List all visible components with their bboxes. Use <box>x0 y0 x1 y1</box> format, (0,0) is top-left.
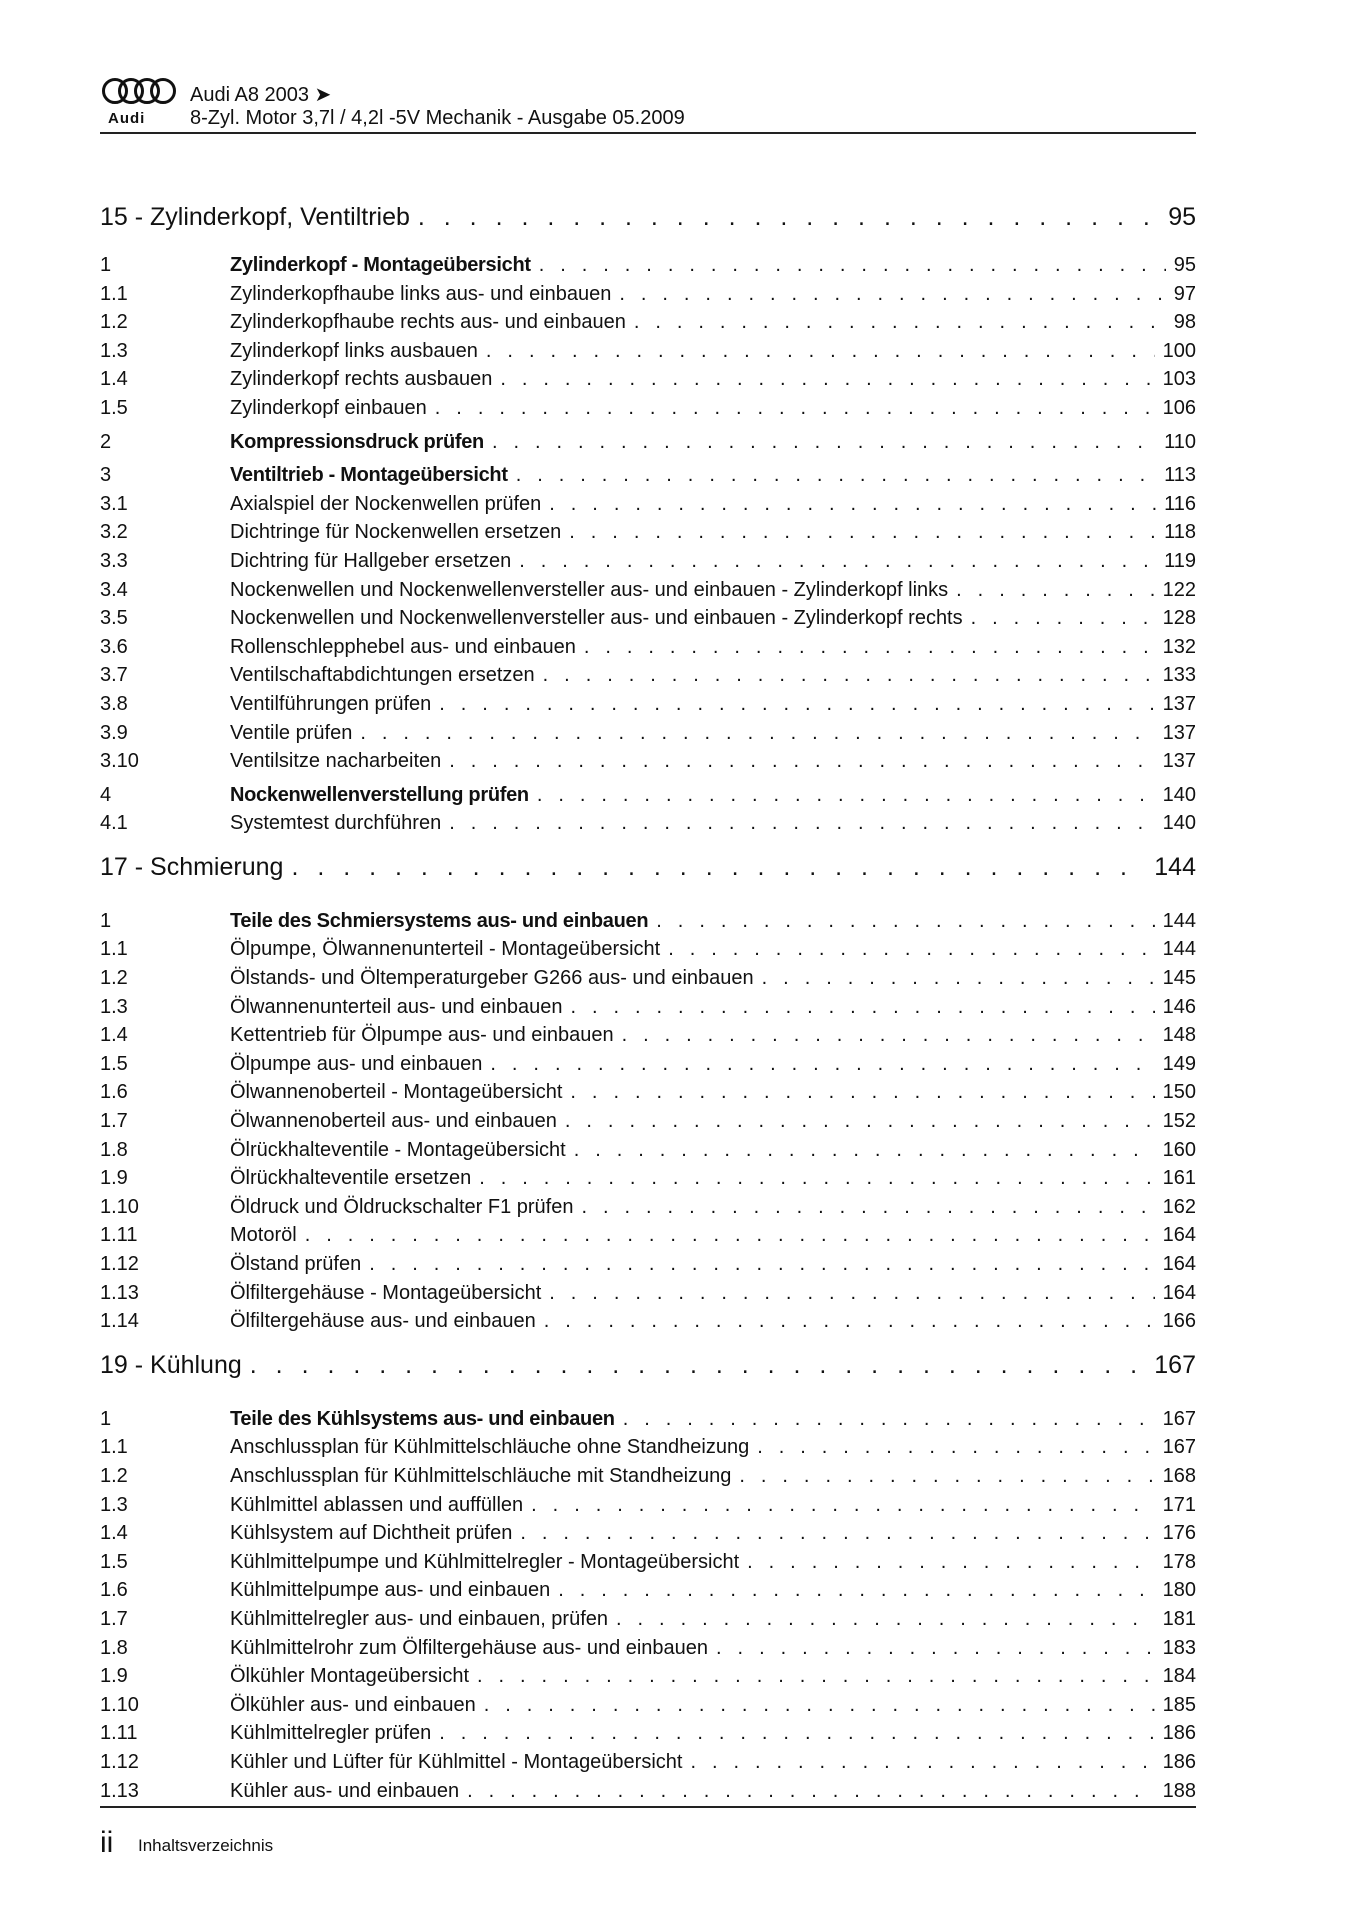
entry-number: 3.2 <box>100 521 128 544</box>
entry-title: Ölkühler Montageübersicht <box>230 1665 470 1688</box>
toc-entry[interactable] <box>100 1436 1196 1465</box>
entry-title: Ölrückhalteventile ersetzen <box>230 1167 472 1190</box>
entry-number: 3.5 <box>100 607 128 630</box>
toc-entry[interactable] <box>100 1751 1196 1780</box>
entry-number: 1.9 <box>100 1665 128 1688</box>
dot-leader <box>484 1694 1155 1717</box>
entry-page-number: 103 <box>1162 368 1196 391</box>
toc-entry[interactable] <box>100 579 1196 608</box>
entry-title: Nockenwellenverstellung prüfen <box>230 783 529 806</box>
toc-entry[interactable] <box>100 1110 1196 1139</box>
entry-title: Kühler und Lüfter für Kühlmittel - Montageübersicht <box>230 1750 683 1773</box>
header-title-line1: Audi A8 2003 ➤ <box>190 84 332 106</box>
toc-entry[interactable] <box>100 340 1196 369</box>
entry-page-number: 140 <box>1162 783 1196 806</box>
entry-title: Ventiltrieb - Montageübersicht <box>230 464 508 487</box>
entry-title: Kühlmittelpumpe und Kühlmittelregler - Montageübersicht <box>230 1550 740 1573</box>
dot-leader <box>519 550 1156 573</box>
toc-entry[interactable] <box>100 910 1196 939</box>
dot-leader <box>549 1282 1154 1305</box>
entry-page-number: 133 <box>1162 664 1196 687</box>
entry-number: 1.6 <box>100 1081 128 1104</box>
dot-leader <box>668 938 1154 961</box>
toc-entry[interactable] <box>100 1465 1196 1494</box>
entry-page-number: 140 <box>1162 812 1196 835</box>
entry-page-number: 160 <box>1162 1138 1196 1161</box>
entry-title: Ölrückhalteventile - Montageübersicht <box>230 1138 566 1161</box>
entry-page-number: 168 <box>1162 1464 1196 1487</box>
toc-entry[interactable] <box>100 812 1196 841</box>
entry-title: Zylinderkopf rechts ausbauen <box>230 368 493 391</box>
chapter-page-number: 144 <box>1154 852 1196 881</box>
entry-page-number: 113 <box>1164 464 1196 487</box>
entry-page-number: 145 <box>1162 967 1196 990</box>
entry-page-number: 144 <box>1162 909 1196 932</box>
entry-page-number: 137 <box>1162 721 1196 744</box>
dot-leader <box>435 397 1155 420</box>
entry-number: 1 <box>100 1407 112 1430</box>
entry-number: 1.1 <box>100 282 128 305</box>
entry-number: 1.1 <box>100 938 128 961</box>
toc-entry[interactable] <box>100 1167 1196 1196</box>
entry-page-number: 161 <box>1162 1167 1196 1190</box>
entry-page-number: 180 <box>1162 1579 1196 1602</box>
toc-chapter[interactable] <box>100 1351 1196 1403</box>
dot-leader <box>757 1436 1154 1459</box>
dot-leader <box>418 203 1160 232</box>
toc-entry[interactable] <box>100 967 1196 996</box>
toc-entry[interactable] <box>100 1608 1196 1637</box>
entry-title: Ölpumpe, Ölwannenunterteil - Montageübersicht <box>230 938 661 961</box>
entry-title: Teile des Schmiersystems aus- und einbauen <box>230 909 649 932</box>
table-of-contents <box>100 203 1196 1808</box>
entry-page-number: 167 <box>1162 1436 1196 1459</box>
toc-entry[interactable] <box>100 1196 1196 1225</box>
entry-title: Ventile prüfen <box>230 721 353 744</box>
entry-number: 3.6 <box>100 635 128 658</box>
entry-title: Ölstands- und Öltemperaturgeber G266 aus- und einbauen <box>230 967 754 990</box>
toc-entry[interactable] <box>100 607 1196 636</box>
entry-title: Teile des Kühlsystems aus- und einbauen <box>230 1407 615 1430</box>
entry-number: 3.1 <box>100 492 128 515</box>
toc-entry[interactable] <box>100 431 1196 460</box>
entry-number: 1.3 <box>100 339 128 362</box>
entry-number: 3.9 <box>100 721 128 744</box>
entry-number: 3.8 <box>100 692 128 715</box>
dot-leader <box>360 722 1154 745</box>
toc-entry[interactable] <box>100 996 1196 1025</box>
entry-number: 1.7 <box>100 1607 128 1630</box>
toc-entry[interactable] <box>100 664 1196 693</box>
entry-page-number: 146 <box>1162 995 1196 1018</box>
toc-entry[interactable] <box>100 1494 1196 1523</box>
dot-leader <box>449 750 1154 773</box>
dot-leader <box>762 967 1155 990</box>
dot-leader <box>716 1637 1155 1660</box>
footer-divider <box>100 1806 1196 1808</box>
dot-leader <box>584 636 1155 659</box>
entry-page-number: 110 <box>1164 430 1196 453</box>
entry-page-number: 162 <box>1162 1195 1196 1218</box>
entry-page-number: 149 <box>1162 1052 1196 1075</box>
dot-leader <box>971 607 1155 630</box>
toc-entry[interactable] <box>100 1310 1196 1339</box>
entry-title: Nockenwellen und Nockenwellenversteller aus- und einbauen - Zylinderkopf links <box>230 578 949 601</box>
dot-leader <box>570 1081 1154 1104</box>
entry-title: Ölkühler aus- und einbauen <box>230 1693 476 1716</box>
entry-title: Ölwannenoberteil - Montageübersicht <box>230 1081 563 1104</box>
entry-number: 1.2 <box>100 311 128 334</box>
chapter-title: 17 - Schmierung <box>100 852 284 881</box>
entry-page-number: 152 <box>1162 1110 1196 1133</box>
dot-leader <box>477 1665 1155 1688</box>
dot-leader <box>516 464 1156 487</box>
dot-leader <box>492 431 1156 454</box>
entry-title: Motoröl <box>230 1224 297 1247</box>
toc-entry[interactable] <box>100 693 1196 722</box>
entry-number: 1.10 <box>100 1693 139 1716</box>
entry-title: Ölfiltergehäuse - Montageübersicht <box>230 1281 542 1304</box>
entry-number: 1 <box>100 909 112 932</box>
dot-leader <box>690 1751 1154 1774</box>
entry-number: 1.2 <box>100 1464 128 1487</box>
entry-page-number: 106 <box>1162 396 1196 419</box>
dot-leader <box>467 1780 1155 1803</box>
entry-page-number: 122 <box>1162 578 1196 601</box>
entry-number: 1.2 <box>100 967 128 990</box>
entry-title: Kühler aus- und einbauen <box>230 1779 460 1802</box>
entry-page-number: 95 <box>1173 254 1196 276</box>
entry-title: Ventilschaftabdichtungen ersetzen <box>230 664 535 687</box>
dot-leader <box>582 1196 1155 1219</box>
entry-title: Nockenwellen und Nockenwellenversteller aus- und einbauen - Zylinderkopf rechts <box>230 607 963 630</box>
entry-page-number: 137 <box>1162 750 1196 773</box>
dot-leader <box>622 1024 1155 1047</box>
entry-title: Zylinderkopfhaube rechts aus- und einbauen <box>230 311 626 334</box>
entry-number: 1.11 <box>100 1722 138 1745</box>
footer-page-number: ii <box>100 1826 114 1859</box>
toc-entry[interactable] <box>100 1282 1196 1311</box>
brand-wordmark: Audi <box>108 110 146 127</box>
entry-title: Zylinderkopf einbauen <box>230 396 427 419</box>
entry-title: Anschlussplan für Kühlmittelschläuche mit Standheizung <box>230 1464 732 1487</box>
entry-title: Dichtring für Hallgeber ersetzen <box>230 549 512 572</box>
entry-number: 1.9 <box>100 1167 128 1190</box>
footer-label: Inhaltsverzeichnis <box>138 1836 274 1855</box>
dot-leader <box>486 340 1155 363</box>
entry-title: Kühlmittelregler aus- und einbauen, prüfen <box>230 1607 609 1630</box>
dot-leader <box>531 1494 1154 1517</box>
entry-number: 1.4 <box>100 1522 128 1545</box>
toc-entry[interactable] <box>100 1081 1196 1110</box>
dot-leader <box>739 1465 1154 1488</box>
toc-chapter[interactable] <box>100 853 1196 905</box>
toc-entry[interactable] <box>100 636 1196 665</box>
toc-entry[interactable] <box>100 311 1196 340</box>
entry-page-number: 119 <box>1164 549 1196 572</box>
dot-leader <box>537 784 1155 807</box>
dot-leader <box>449 812 1154 835</box>
entry-number: 1.10 <box>100 1195 139 1218</box>
entry-number: 3.7 <box>100 664 128 687</box>
entry-title: Kühlmittelregler prüfen <box>230 1722 432 1745</box>
entry-page-number: 181 <box>1162 1607 1196 1630</box>
entry-number: 4.1 <box>100 812 128 835</box>
toc-entry[interactable] <box>100 550 1196 579</box>
entry-title: Ölwannenoberteil aus- und einbauen <box>230 1110 557 1133</box>
dot-leader <box>544 1310 1155 1333</box>
toc-entry[interactable] <box>100 784 1196 813</box>
entry-title: Axialspiel der Nockenwellen prüfen <box>230 492 542 515</box>
entry-page-number: 176 <box>1162 1522 1196 1545</box>
entry-page-number: 100 <box>1162 339 1196 362</box>
dot-leader <box>543 664 1155 687</box>
dot-leader <box>490 1053 1154 1076</box>
entry-page-number: 171 <box>1162 1493 1196 1516</box>
toc-entry[interactable] <box>100 1694 1196 1723</box>
entry-number: 1.1 <box>100 1436 128 1459</box>
toc-entry[interactable] <box>100 521 1196 550</box>
entry-page-number: 185 <box>1162 1693 1196 1716</box>
entry-title: Ventilführungen prüfen <box>230 692 432 715</box>
toc-entry[interactable] <box>100 750 1196 779</box>
page-header <box>100 76 1196 134</box>
entry-number: 4 <box>100 783 112 806</box>
entry-page-number: 186 <box>1162 1750 1196 1773</box>
entry-page-number: 150 <box>1162 1081 1196 1104</box>
entry-page-number: 148 <box>1162 1024 1196 1047</box>
entry-title: Öldruck und Öldruckschalter F1 prüfen <box>230 1195 574 1218</box>
chapter-page-number: 167 <box>1154 1350 1196 1379</box>
dot-leader <box>479 1167 1154 1190</box>
audi-logo <box>100 76 188 127</box>
entry-number: 1.5 <box>100 1052 128 1075</box>
entry-title: Ölstand prüfen <box>230 1253 362 1275</box>
toc-entry[interactable] <box>100 1522 1196 1551</box>
dot-leader <box>619 283 1165 306</box>
dot-leader <box>623 1408 1155 1431</box>
toc-entry[interactable] <box>100 1224 1196 1253</box>
entry-number: 2 <box>100 430 112 453</box>
dot-leader <box>558 1579 1154 1602</box>
entry-number: 3 <box>100 464 112 487</box>
entry-title: Zylinderkopf links ausbauen <box>230 339 478 362</box>
entry-number: 1.7 <box>100 1110 128 1133</box>
chapter-title: 15 - Zylinderkopf, Ventiltrieb <box>100 203 410 231</box>
toc-entry[interactable] <box>100 464 1196 493</box>
dot-leader <box>634 311 1166 334</box>
entry-title: Systemtest durchführen <box>230 812 442 835</box>
entry-number: 1.13 <box>100 1779 139 1802</box>
entry-page-number: 97 <box>1173 282 1196 305</box>
dot-leader <box>439 693 1154 716</box>
entry-page-number: 98 <box>1173 311 1196 334</box>
entry-number: 3.10 <box>100 750 139 773</box>
entry-number: 3.4 <box>100 578 128 601</box>
entry-number: 1.11 <box>100 1224 138 1247</box>
entry-title: Ölpumpe aus- und einbauen <box>230 1052 483 1075</box>
entry-title: Anschlussplan für Kühlmittelschläuche ohne Standheizung <box>230 1436 750 1459</box>
chapter-title: 19 - Kühlung <box>100 1350 242 1379</box>
entry-page-number: 184 <box>1162 1665 1196 1688</box>
entry-page-number: 167 <box>1162 1407 1196 1430</box>
entry-number: 1.8 <box>100 1636 128 1659</box>
toc-entry[interactable] <box>100 1579 1196 1608</box>
toc-entry[interactable] <box>100 283 1196 312</box>
toc-entry[interactable] <box>100 1253 1196 1282</box>
toc-entry[interactable] <box>100 1551 1196 1580</box>
entry-page-number: 186 <box>1162 1722 1196 1745</box>
entry-page-number: 166 <box>1162 1310 1196 1333</box>
entry-title: Kühlsystem auf Dichtheit prüfen <box>230 1522 513 1545</box>
entry-title: Kühlmittel ablassen und auffüllen <box>230 1493 524 1516</box>
toc-entry[interactable] <box>100 1053 1196 1082</box>
dot-leader <box>500 368 1154 391</box>
entry-title: Kühlmittelpumpe aus- und einbauen <box>230 1579 551 1602</box>
entry-number: 1.5 <box>100 396 128 419</box>
entry-number: 1.5 <box>100 1550 128 1573</box>
toc-entry[interactable] <box>100 1024 1196 1053</box>
dot-leader <box>956 579 1154 602</box>
toc-entry[interactable] <box>100 1408 1196 1437</box>
entry-number: 1.13 <box>100 1281 139 1304</box>
toc-entry[interactable] <box>100 938 1196 967</box>
entry-number: 1.4 <box>100 1024 128 1047</box>
entry-page-number: 144 <box>1162 938 1196 961</box>
dot-leader <box>570 996 1154 1019</box>
entry-page-number: 164 <box>1162 1253 1196 1275</box>
entry-number: 1.3 <box>100 995 128 1018</box>
toc-entry[interactable] <box>100 1722 1196 1751</box>
toc-entry[interactable] <box>100 722 1196 751</box>
entry-title: Ölfiltergehäuse aus- und einbauen <box>230 1310 536 1333</box>
toc-entry[interactable] <box>100 254 1196 283</box>
entry-page-number: 178 <box>1162 1550 1196 1573</box>
header-title-line2: 8-Zyl. Motor 3,7l / 4,2l -5V Mechanik - Ausgabe 05.2009 <box>190 107 685 129</box>
entry-title: Kühlmittelrohr zum Ölfiltergehäuse aus- und einbauen <box>230 1636 709 1659</box>
entry-page-number: 116 <box>1164 492 1196 515</box>
dot-leader <box>250 1351 1147 1380</box>
entry-title: Dichtringe für Nockenwellen ersetzen <box>230 521 562 544</box>
toc-entry[interactable] <box>100 1780 1196 1809</box>
toc-entry[interactable] <box>100 368 1196 397</box>
dot-leader <box>520 1522 1154 1545</box>
entry-number: 1.6 <box>100 1579 128 1602</box>
entry-page-number: 128 <box>1162 607 1196 630</box>
entry-title: Ölwannenunterteil aus- und einbauen <box>230 995 563 1018</box>
dot-leader <box>656 910 1154 933</box>
entry-page-number: 132 <box>1162 635 1196 658</box>
entry-number: 1.12 <box>100 1253 139 1275</box>
entry-title: Zylinderkopfhaube links aus- und einbauen <box>230 282 612 305</box>
entry-number: 1 <box>100 254 112 276</box>
toc-chapter[interactable] <box>100 203 1196 249</box>
toc-entry[interactable] <box>100 397 1196 426</box>
chapter-page-number: 95 <box>1168 203 1196 231</box>
entry-title: Ventilsitze nacharbeiten <box>230 750 442 773</box>
dot-leader <box>439 1722 1154 1745</box>
dot-leader <box>569 521 1156 544</box>
entry-page-number: 183 <box>1162 1636 1196 1659</box>
entry-number: 1.4 <box>100 368 128 391</box>
entry-title: Zylinderkopf - Montageübersicht <box>230 254 531 276</box>
toc-entry[interactable] <box>100 1637 1196 1666</box>
dot-leader <box>369 1253 1154 1276</box>
entry-page-number: 164 <box>1162 1281 1196 1304</box>
entry-page-number: 188 <box>1162 1779 1196 1802</box>
toc-entry[interactable] <box>100 493 1196 522</box>
entry-number: 1.14 <box>100 1310 139 1333</box>
toc-entry[interactable] <box>100 1665 1196 1694</box>
dot-leader <box>539 254 1166 277</box>
dot-leader <box>291 853 1146 882</box>
dot-leader <box>747 1551 1154 1574</box>
dot-leader <box>565 1110 1155 1133</box>
entry-number: 1.8 <box>100 1138 128 1161</box>
toc-entry[interactable] <box>100 1139 1196 1168</box>
entry-number: 1.3 <box>100 1493 128 1516</box>
entry-page-number: 164 <box>1162 1224 1196 1247</box>
dot-leader <box>549 493 1156 516</box>
dot-leader <box>574 1139 1155 1162</box>
entry-title: Kettentrieb für Ölpumpe aus- und einbauen <box>230 1024 614 1047</box>
entry-number: 1.12 <box>100 1750 139 1773</box>
entry-title: Kompressionsdruck prüfen <box>230 430 484 453</box>
dot-leader <box>305 1224 1155 1247</box>
audi-rings-icon <box>100 76 178 106</box>
entry-page-number: 118 <box>1164 521 1196 544</box>
entry-page-number: 137 <box>1162 692 1196 715</box>
dot-leader <box>616 1608 1155 1631</box>
entry-number: 3.3 <box>100 549 128 572</box>
entry-title: Rollenschlepphebel aus- und einbauen <box>230 635 576 658</box>
